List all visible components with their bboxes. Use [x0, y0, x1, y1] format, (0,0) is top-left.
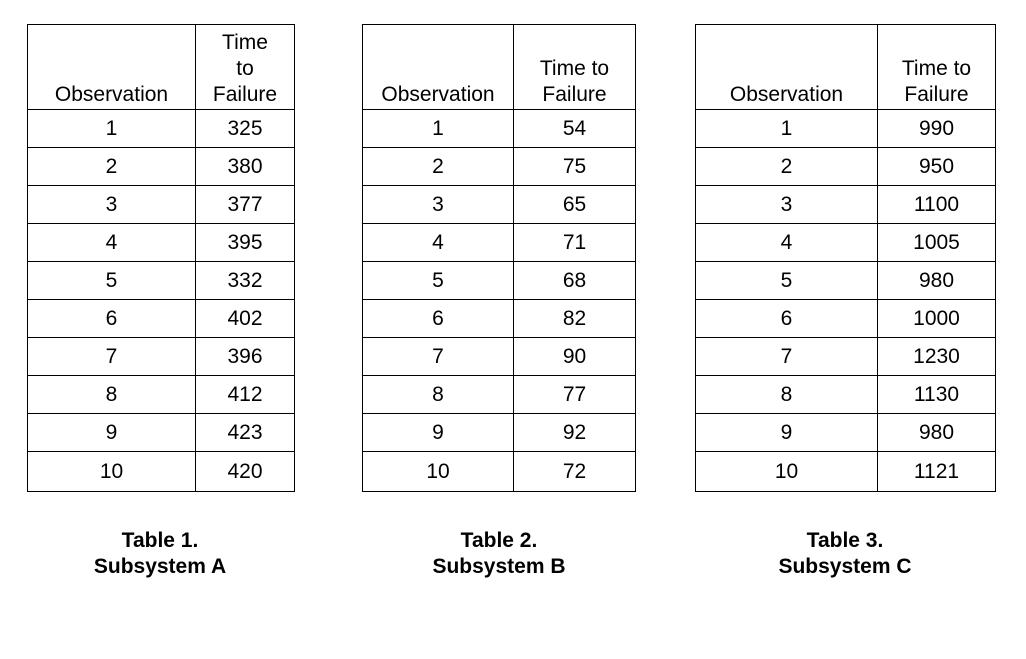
caption-subsystem-name: Subsystem A [93, 555, 227, 578]
observation-cell: 2 [363, 148, 514, 186]
caption-table-number: Table 2. [460, 529, 538, 552]
time-to-failure-cell: 332 [196, 262, 295, 300]
table-row [28, 376, 295, 414]
column-header-time-to-failure: Time to Failure [514, 25, 636, 110]
observation-cell: 3 [363, 186, 514, 224]
observation-cell: 5 [696, 262, 878, 300]
table-row [28, 148, 295, 186]
observation-cell: 2 [696, 148, 878, 186]
time-to-failure-cell: 77 [514, 376, 636, 414]
observation-cell: 10 [696, 452, 878, 492]
table-row [696, 376, 996, 414]
observation-cell: 1 [28, 110, 196, 148]
time-to-failure-cell: 980 [878, 262, 996, 300]
time-to-failure-cell: 92 [514, 414, 636, 452]
time-to-failure-cell: 82 [514, 300, 636, 338]
time-to-failure-cell: 72 [514, 452, 636, 492]
table-header-row [696, 25, 996, 110]
table-header-row [363, 25, 636, 110]
table-row [28, 262, 295, 300]
time-to-failure-cell: 1100 [878, 186, 996, 224]
table-row [696, 148, 996, 186]
time-to-failure-cell: 395 [196, 224, 295, 262]
time-to-failure-cell: 1130 [878, 376, 996, 414]
table-header-row [28, 25, 295, 110]
time-to-failure-cell: 380 [196, 148, 295, 186]
observation-cell: 4 [28, 224, 196, 262]
table-caption-3 [705, 528, 985, 580]
observation-cell: 8 [363, 376, 514, 414]
observation-cell: 3 [696, 186, 878, 224]
table-row [363, 376, 636, 414]
observation-cell: 3 [28, 186, 196, 224]
observation-cell: 5 [28, 262, 196, 300]
time-to-failure-cell: 396 [196, 338, 295, 376]
table-row [28, 186, 295, 224]
observation-cell: 7 [28, 338, 196, 376]
time-to-failure-cell: 412 [196, 376, 295, 414]
time-to-failure-cell: 423 [196, 414, 295, 452]
table-row [696, 186, 996, 224]
time-to-failure-cell: 1230 [878, 338, 996, 376]
column-header-time-to-failure: Time to Failure [878, 25, 996, 110]
time-to-failure-cell: 1005 [878, 224, 996, 262]
table-row [363, 110, 636, 148]
column-header-observation: Observation [363, 25, 514, 110]
table-row [28, 110, 295, 148]
caption-subsystem-name: Subsystem C [778, 555, 912, 578]
observation-cell: 6 [28, 300, 196, 338]
table-row [28, 338, 295, 376]
table-row [363, 414, 636, 452]
table-row [696, 224, 996, 262]
table-row [363, 338, 636, 376]
observation-cell: 8 [28, 376, 196, 414]
time-to-failure-cell: 75 [514, 148, 636, 186]
table-row [696, 262, 996, 300]
observation-cell: 1 [363, 110, 514, 148]
observation-cell: 4 [363, 224, 514, 262]
table-row [363, 224, 636, 262]
observation-cell: 4 [696, 224, 878, 262]
table-row [363, 186, 636, 224]
time-to-failure-cell: 990 [878, 110, 996, 148]
table-subsystem-c [695, 24, 996, 492]
observation-cell: 6 [363, 300, 514, 338]
table-row [363, 148, 636, 186]
observation-cell: 7 [696, 338, 878, 376]
observation-cell: 10 [28, 452, 196, 492]
observation-cell: 2 [28, 148, 196, 186]
caption-table-number: Table 1. [121, 529, 199, 552]
caption-subsystem-name: Subsystem B [432, 555, 566, 578]
observation-cell: 9 [28, 414, 196, 452]
table-row [28, 414, 295, 452]
caption-table-number: Table 3. [806, 529, 884, 552]
observation-cell: 9 [363, 414, 514, 452]
table-subsystem-a [27, 24, 295, 492]
table-subsystem-b [362, 24, 636, 492]
time-to-failure-cell: 90 [514, 338, 636, 376]
observation-cell: 10 [363, 452, 514, 492]
observation-cell: 6 [696, 300, 878, 338]
table-caption-1 [20, 528, 300, 580]
time-to-failure-cell: 402 [196, 300, 295, 338]
observation-cell: 5 [363, 262, 514, 300]
time-to-failure-cell: 420 [196, 452, 295, 492]
time-to-failure-cell: 68 [514, 262, 636, 300]
column-header-time-to-failure: Time to Failure [196, 25, 295, 110]
table-row [28, 300, 295, 338]
table-row [696, 300, 996, 338]
observation-cell: 1 [696, 110, 878, 148]
time-to-failure-cell: 980 [878, 414, 996, 452]
table-row [363, 452, 636, 492]
observation-cell: 9 [696, 414, 878, 452]
column-header-observation: Observation [696, 25, 878, 110]
time-to-failure-cell: 71 [514, 224, 636, 262]
time-to-failure-cell: 377 [196, 186, 295, 224]
table-row [696, 414, 996, 452]
time-to-failure-cell: 1000 [878, 300, 996, 338]
time-to-failure-cell: 1121 [878, 452, 996, 492]
table-row [363, 300, 636, 338]
table-row [28, 452, 295, 492]
observation-cell: 8 [696, 376, 878, 414]
time-to-failure-cell: 54 [514, 110, 636, 148]
time-to-failure-cell: 65 [514, 186, 636, 224]
observation-cell: 7 [363, 338, 514, 376]
table-row [696, 338, 996, 376]
time-to-failure-cell: 325 [196, 110, 295, 148]
table-row [696, 110, 996, 148]
table-row [28, 224, 295, 262]
table-row [363, 262, 636, 300]
table-row [696, 452, 996, 492]
time-to-failure-cell: 950 [878, 148, 996, 186]
table-caption-2 [359, 528, 639, 580]
column-header-observation: Observation [28, 25, 196, 110]
